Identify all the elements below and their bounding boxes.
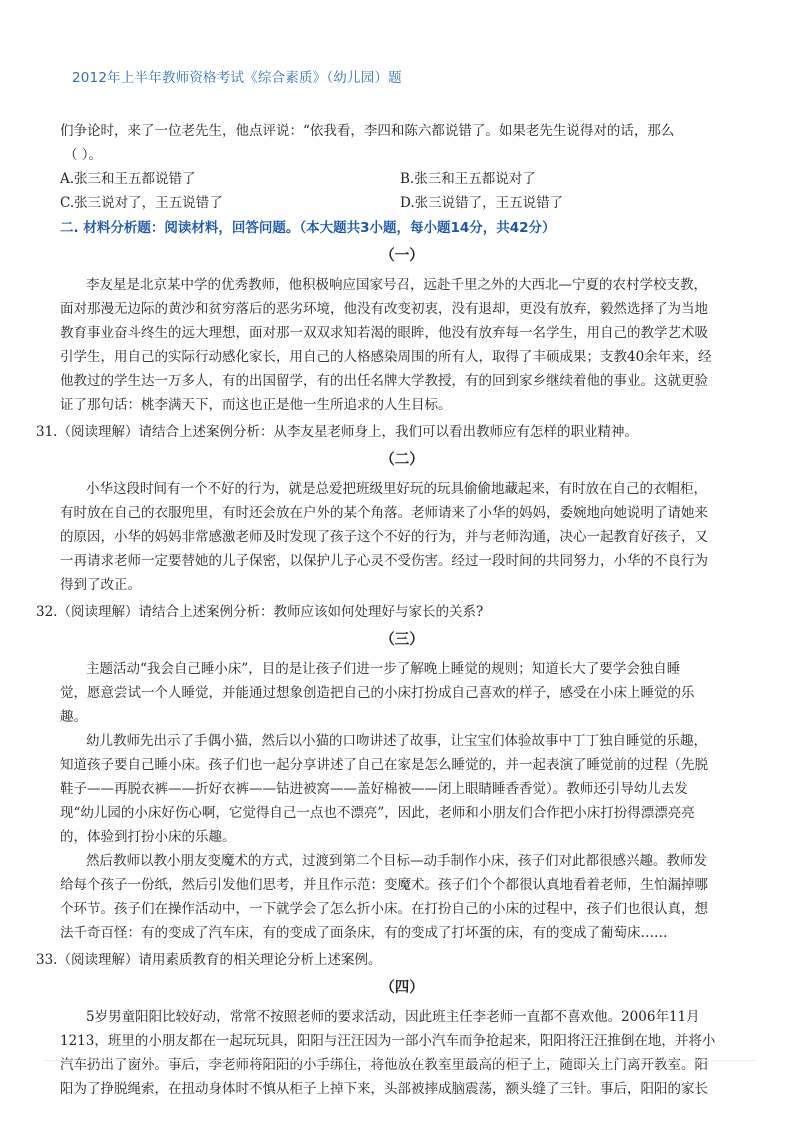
text-line: 汽车扔出了窗外。事后，李老师将阳阳的小手绑住，将他放在教室里最高的柜子上，随即关上门离开教室。阳 <box>60 1057 708 1073</box>
option-row <box>60 191 744 215</box>
text-line: 阳为了挣脱绳索，在扭动身体时不慎从柜子上掉下来，头部被摔成脑震荡，额头缝了三针。事后，阳阳的家长 <box>60 1081 708 1097</box>
option-c: C.张三说对了，王五说错了 <box>60 195 223 211</box>
case-heading: （三） <box>380 632 424 648</box>
text-line: 证了那句话：桃李满天下，而这也正是他一生所追求的人生目标。 <box>60 397 452 413</box>
answer-options <box>60 167 744 215</box>
text-line: （ ）。 <box>64 147 103 163</box>
option-a: A.张三和王五都说错了 <box>60 171 196 187</box>
case-material <box>60 657 744 945</box>
text-line: 觉，愿意尝试一个人睡觉，并能通过想象创造把自己的小床打扮成自己喜欢的样子，感受在小床上睡觉的乐 <box>60 685 695 701</box>
text-line: 他教过的学生达一万多人，有的出国留学，有的出任名牌大学教授，有的回到家乡继续着他的事业。这就更验 <box>60 373 708 389</box>
text-line: 然后教师以教小朋友变魔术的方式，过渡到第二个目标—动手制作小床，孩子们对此都很感兴趣。教师发 <box>86 853 707 869</box>
text-line: 一再请求老师一定要替她的儿子保密，以保护儿子心灵不受伤害。经过一段时间的共同努力，小华的不良行为 <box>60 553 708 569</box>
text-line: 5岁男童阳阳比较好动，常常不按照老师的要求活动，因此班主任李老师一直都不喜欢他。2006年11月 <box>86 1009 700 1025</box>
text-line: 幼儿教师先出示了手偶小猫，然后以小猫的口吻讲述了故事，让宝宝们体验故事中丁丁独自睡觉的乐趣， <box>86 733 707 749</box>
footer-divider <box>44 1060 756 1061</box>
document-header-title: 2012年上半年教师资格考试《综合素质》（幼儿园）题 <box>72 70 402 86</box>
text-line: 鞋子——再脱衣裤——折好衣裤——钻进被窝——盖好棉被——闭上眼睛睡香香觉）。教师还引导幼儿去发 <box>60 781 688 797</box>
question-31: 31.（阅读理解）请结合上述案例分析：从李友星老师身上，我们可以看出教师应有怎样的职业精神。 <box>36 424 638 440</box>
case-material <box>60 477 744 597</box>
section-title: 二. 材料分析题：阅读材料，回答问题。（本大题共3小题，每小题14分，共42分） <box>60 220 556 236</box>
text-line: 的，体验到打扮小床的乐趣。 <box>60 829 236 845</box>
option-d: D.张三说错了，王五说错了 <box>400 195 564 211</box>
text-line: 主题活动“我会自己睡小床”，目的是让孩子们进一步了解晚上睡觉的规则；知道长大了要学会独自睡 <box>86 661 681 677</box>
text-line: 面对那漫无边际的黄沙和贫穷落后的恶劣环境，他没有改变初衷，没有退却，更没有放弃，毅然选择了为当地 <box>60 301 708 317</box>
text-line: 引学生，用自己的实际行动感化家长，用自己的人格感染周围的所有人，取得了丰硕成果；支教40余年来，经 <box>60 349 712 365</box>
text-line: 有时放在自己的衣服兜里，有时还会放在户外的某个角落。老师请来了小华的妈妈，委婉地向她说明了请她来 <box>60 505 708 521</box>
case-heading: （二） <box>380 452 424 468</box>
text-line: 李友星是北京某中学的优秀教师，他积极响应国家号召，远赴千里之外的大西北—宁夏的农村学校支教， <box>86 277 707 293</box>
text-line: 得到了改正。 <box>60 577 141 593</box>
question-32: 32.（阅读理解）请结合上述案例分析：教师应该如何处理好与家长的关系? <box>36 604 484 620</box>
case-material <box>60 273 744 417</box>
text-line: 们争论时，来了一位老先生，他点评说：“依我看，李四和陈六都说错了。如果老先生说得对的话，那么 <box>60 123 675 139</box>
intro-continuation <box>60 119 744 167</box>
text-line: 个环节。孩子们在操作活动中，一下就学会了怎么折小床。在打扮自己的小床的过程中，孩子们也很认真，想 <box>60 901 708 917</box>
text-line: 现“幼儿园的小床好伤心啊，它觉得自己一点也不漂亮”，因此，老师和小朋友们合作把小床打扮得漂漂亮亮 <box>60 805 695 821</box>
text-line: 给每个孩子一份纸，然后引发他们思考，并且作示范：变魔术。孩子们个个都很认真地看着老师，生怕漏掉哪 <box>60 877 708 893</box>
option-row <box>60 167 744 191</box>
question-33: 33.（阅读理解）请用素质教育的相关理论分析上述案例。 <box>36 952 382 968</box>
text-line: 小华这段时间有一个不好的行为，就是总爱把班级里好玩的玩具偷偷地藏起来，有时放在自己的衣帽柜， <box>86 481 707 497</box>
document-body <box>36 119 744 1101</box>
text-line: 教育事业奋斗终生的远大理想，面对那一双双求知若渴的眼眸，他没有放弃每一名学生，用自己的教学艺术吸 <box>60 325 708 341</box>
text-line: 法千奇百怪：有的变成了汽车床，有的变成了面条床，有的变成了打坏蛋的床，有的变成了葡萄床…… <box>60 925 668 941</box>
text-line: 1213，班里的小朋友都在一起玩玩具，阳阳与汪汪因为一部小汽车而争抢起来，阳阳将汪汪推倒在地，并将小 <box>60 1033 716 1049</box>
text-line: 的原因，小华的妈妈非常感激老师及时发现了孩子这个不好的行为，并与老师沟通，决心一起教育好孩子，又 <box>60 529 708 545</box>
option-b: B.张三和王五都说对了 <box>400 171 536 187</box>
case-heading: （四） <box>380 980 424 996</box>
case-material <box>60 1005 744 1101</box>
case-heading: （一） <box>380 248 424 264</box>
text-line: 知道孩子要自己睡小床。孩子们也一起分享讲述了自己在家是怎么睡觉的，并一起表演了睡觉前的过程（先脱 <box>60 757 708 773</box>
text-line: 趣。 <box>60 709 87 725</box>
